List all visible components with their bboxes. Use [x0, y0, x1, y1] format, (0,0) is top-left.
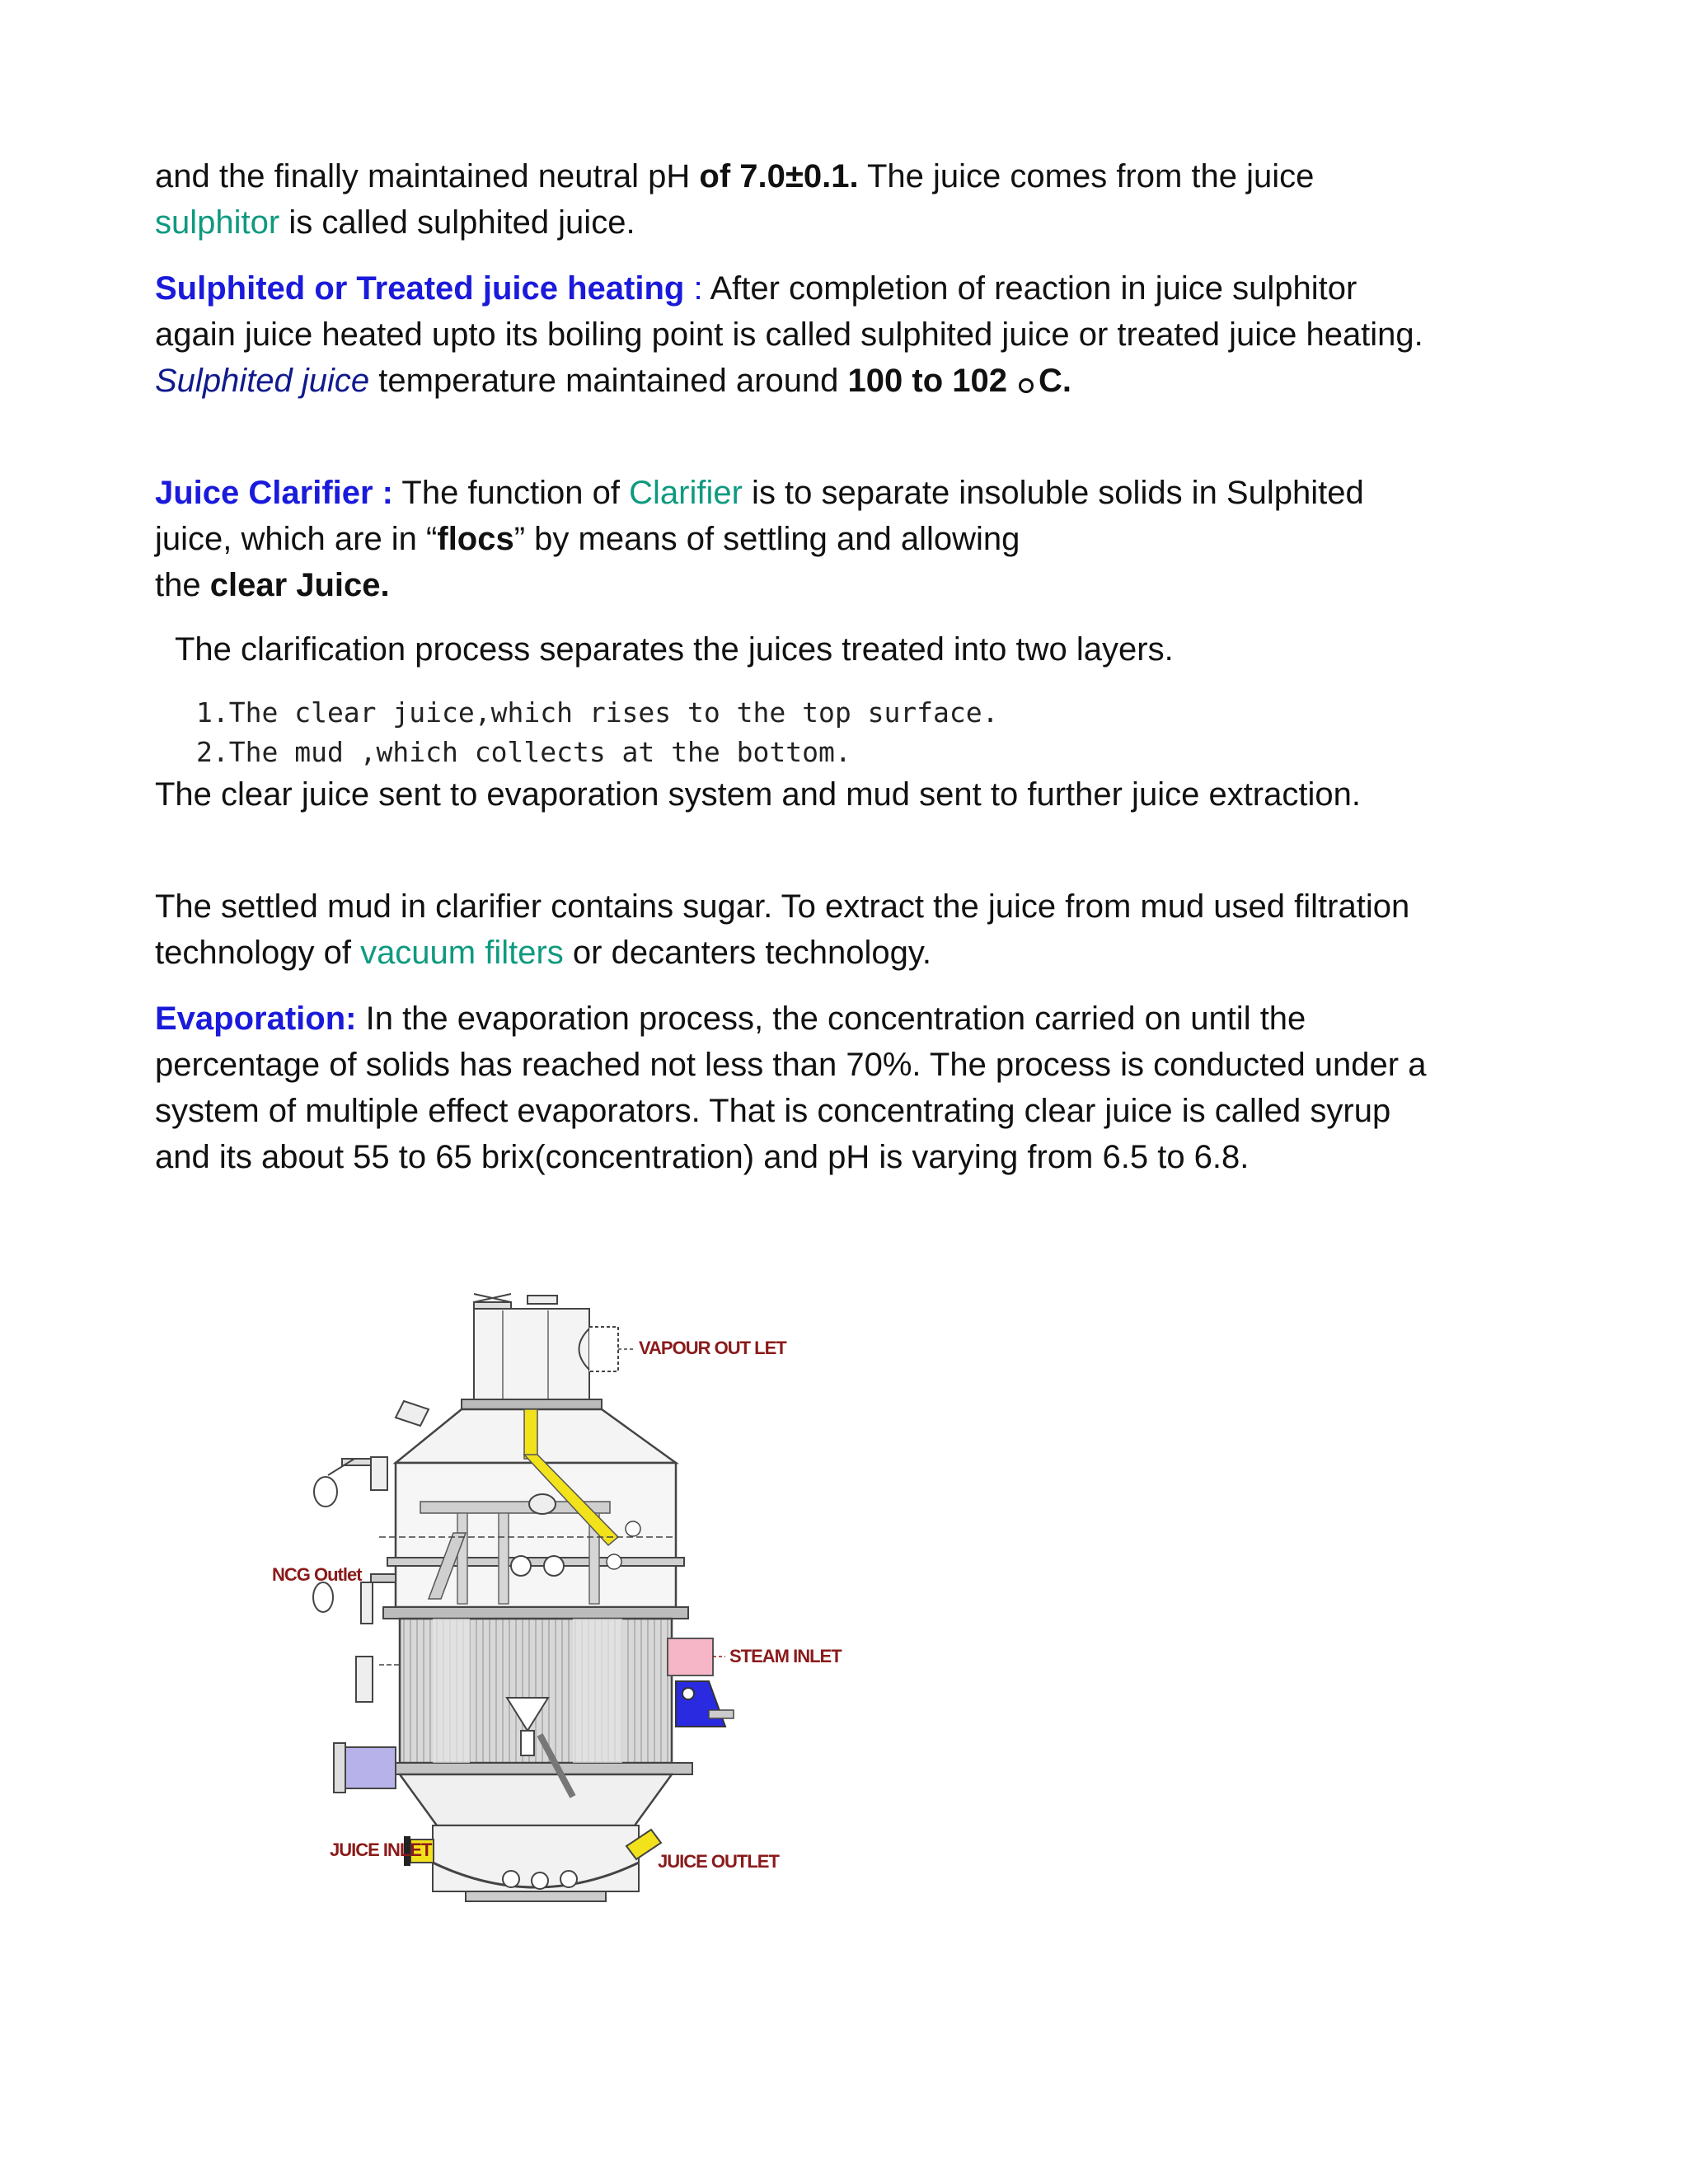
text: temperature maintained around — [369, 363, 848, 399]
text: After completion of reaction in juice sulphitor again juice heated upto its boiling point is called sulphited juice or treated juice heating. — [155, 270, 1423, 353]
ph-value: of 7.0±0.1. — [699, 158, 859, 194]
steam-inlet — [668, 1638, 734, 1727]
text: and the finally maintained neutral pH — [155, 158, 700, 194]
text: is to separate insoluble solids in Sulphited juice, which are in “ — [155, 475, 1364, 557]
list-item: 1.The clear juice,which rises to the top surface. — [196, 696, 999, 729]
section-heading: Juice Clarifier : — [155, 475, 394, 511]
sulphitor-link[interactable]: sulphitor — [155, 204, 280, 241]
text: The juice comes from the juice — [858, 158, 1315, 194]
evaporator-diagram — [264, 1286, 857, 1945]
text: ” by means of settling and allowing — [513, 521, 1020, 557]
section-heading: Sulphited or Treated juice heating — [155, 270, 685, 307]
juice-inlet-label: JUICE INLET — [330, 1840, 432, 1860]
text: The function of — [393, 475, 630, 511]
paragraph-clear-juice: The clear juice sent to evaporation system and mud sent to further juice extraction. — [155, 776, 1361, 813]
clarifier-link[interactable]: Clarifier — [629, 475, 743, 511]
paragraph-clarifier — [155, 470, 1441, 608]
paragraph-evaporation — [155, 996, 1441, 1180]
temperature-value: 100 to 102 — [847, 363, 1008, 399]
list-item: 2.The mud ,which collects at the bottom. — [196, 736, 851, 768]
text: the — [155, 567, 210, 603]
flocs-term: flocs — [437, 521, 514, 557]
text: or decanters technology. — [563, 935, 932, 971]
degree-symbol — [1019, 378, 1034, 393]
bottom-outlets — [404, 1825, 661, 1901]
paragraph-mud — [155, 883, 1441, 976]
steam-inlet-label: STEAM INLET — [729, 1646, 842, 1666]
heading-colon: : — [684, 270, 703, 307]
vacuum-filters-link[interactable]: vacuum filters — [360, 935, 564, 971]
vapour-outlet-label: VAPOUR OUT LET — [639, 1338, 786, 1358]
clear-juice-term: clear Juice. — [209, 567, 390, 603]
temperature-unit: C. — [1039, 363, 1072, 399]
sulphited-juice-term: Sulphited juice — [155, 363, 370, 399]
ncg-outlet-label: NCG Outlet — [272, 1564, 362, 1585]
paragraph-juice-heating — [155, 265, 1441, 404]
paragraph-ph — [155, 153, 1441, 246]
vapour-dome — [462, 1294, 635, 1409]
text: is called sulphited juice. — [279, 204, 635, 241]
text: In the evaporation process, the concentration carried on until the percentage of solids has reached not less than 70%. The process is conducted under a system of multiple effect evaporators. That is concentrating clear juice is called syrup and its about 55 to 65 brix(concentration) and pH is varying from 6.5 to 6.8. — [155, 1001, 1427, 1175]
evaporator-body — [379, 1409, 692, 1825]
paragraph-clarification: The clarification process separates the juices treated into two layers. — [175, 631, 1174, 668]
text: The settled mud in clarifier contains sugar. To extract the juice from mud used filtration technology of — [155, 888, 1410, 971]
juice-outlet-label: JUICE OUTLET — [658, 1851, 779, 1872]
section-heading: Evaporation: — [155, 1001, 357, 1037]
